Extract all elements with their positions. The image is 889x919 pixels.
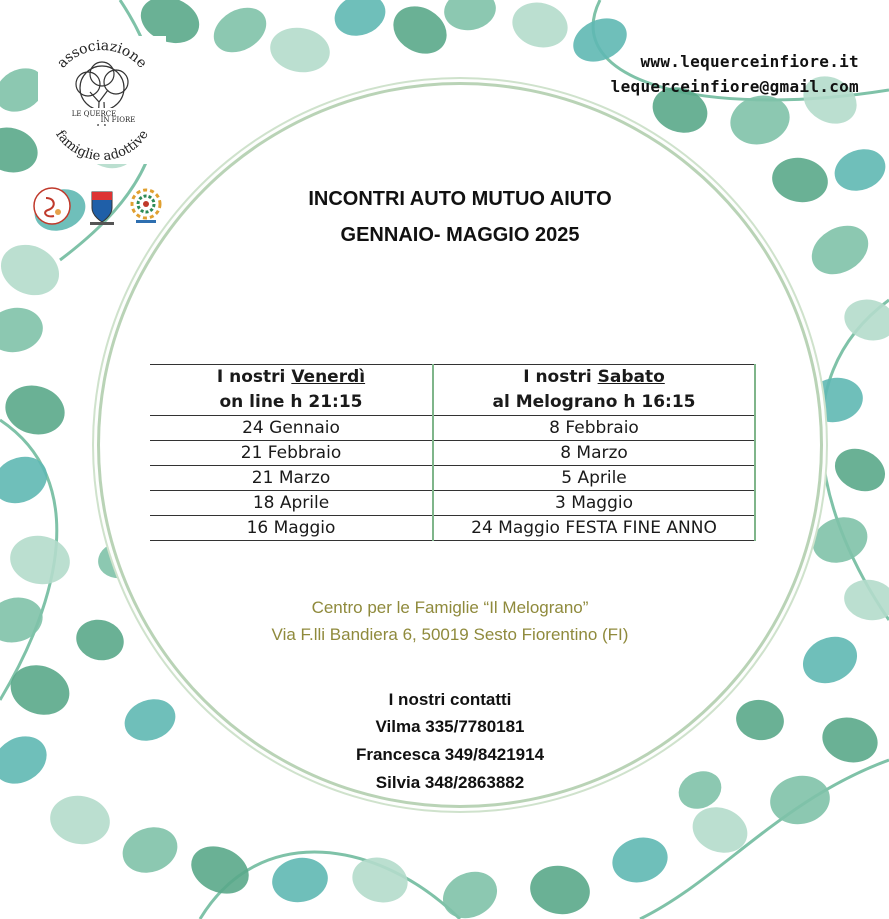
leaf-icon [72, 614, 129, 665]
leaf-icon [828, 441, 889, 499]
leaf-icon [0, 448, 55, 512]
leaf-icon [526, 861, 593, 919]
leaf-icon [0, 592, 48, 649]
friday-date: 21 Febbraio [150, 441, 433, 466]
leaf-icon [607, 832, 672, 889]
friday-date: 16 Maggio [150, 516, 433, 541]
comune-sesto-crest-icon [82, 186, 122, 226]
leaf-icon [435, 863, 504, 919]
contact-vilma[interactable]: Vilma 335/7780181 [375, 717, 525, 736]
logo-inner-left: LE QUERCE [71, 110, 117, 118]
leaf-icon [0, 303, 46, 356]
email-link[interactable]: lequerceinfiore@gmail.com [610, 77, 859, 96]
venue-name: Centro per le Famiglie “Il Melograno” [311, 598, 589, 617]
header-saturday-prefix: I nostri [523, 367, 598, 387]
website-link[interactable]: www.lequerceinfiore.it [640, 52, 859, 71]
leaf-icon [206, 0, 274, 61]
leaf-icon [841, 576, 889, 624]
leaf-icon [766, 771, 833, 829]
logo-text-top: associazione [54, 37, 150, 72]
oak-tree-logo-icon [38, 36, 166, 164]
page-title: INCONTRI AUTO MUTUO AIUTO [308, 188, 612, 210]
page-subtitle: GENNAIO- MAGGIO 2025 [340, 224, 580, 246]
leaf-icon [0, 727, 55, 793]
leaf-icon [347, 852, 412, 909]
table-row [150, 416, 755, 441]
leaf-icon [6, 531, 73, 589]
leaf-icon [441, 0, 499, 34]
caro-logo-icon [32, 186, 72, 226]
logo-inner-right: IN FIORE [100, 116, 136, 124]
leaf-icon [269, 853, 332, 906]
header-friday-day: Venerdì [291, 367, 366, 387]
leaf-icon [829, 142, 889, 197]
leaf-icon [803, 216, 877, 284]
leaf-icon [769, 153, 832, 206]
table-header-row [150, 365, 755, 416]
leaf-icon [0, 122, 43, 179]
leaf-icon [840, 294, 889, 346]
table-row [150, 466, 755, 491]
leaf-icon [119, 692, 182, 747]
saturday-date: 8 Febbraio [433, 416, 755, 441]
header-saturday-day: Sabato [597, 367, 665, 387]
saturday-date: 8 Marzo [433, 441, 755, 466]
contact-silvia[interactable]: Silvia 348/2863882 [375, 773, 525, 792]
friday-date: 21 Marzo [150, 466, 433, 491]
saturday-date: 24 Maggio FESTA FINE ANNO [433, 516, 755, 541]
leaf-icon [817, 712, 882, 769]
saturday-date: 5 Aprile [433, 466, 755, 491]
header-saturday-time: al Melograno h 16:15 [492, 392, 696, 412]
leaf-icon [686, 800, 754, 860]
venue-address: Via F.lli Bandiera 6, 50019 Sesto Fiorentino (FI) [271, 625, 629, 644]
leaf-icon [46, 791, 113, 849]
contacts-heading: I nostri contatti [388, 690, 512, 709]
leaf-icon [733, 696, 787, 744]
leaf-icon [0, 236, 67, 305]
saturday-date: 3 Maggio [433, 491, 755, 516]
friday-date: 24 Gennaio [150, 416, 433, 441]
table-row [150, 516, 755, 541]
leaf-icon [267, 23, 334, 77]
header-friday-prefix: I nostri [216, 367, 292, 387]
table-row [150, 491, 755, 516]
leaf-icon [806, 510, 874, 570]
leaf-icon [0, 379, 70, 441]
leaf-icon [329, 0, 392, 43]
contact-francesca[interactable]: Francesca 349/8421914 [355, 745, 545, 764]
header-saturday [433, 365, 755, 416]
logo-text-bottom: famiglie adottive [52, 127, 152, 164]
friday-date: 18 Aprile [150, 491, 433, 516]
svg-text:famiglie adottive [52, 127, 152, 164]
header-friday-time: on line h 21:15 [219, 392, 363, 412]
association-logo [38, 36, 166, 164]
leaf-stem [640, 760, 889, 919]
leaf-icon [507, 0, 572, 53]
table-row [150, 441, 755, 466]
leaf-icon [116, 820, 184, 880]
header-friday [150, 365, 433, 416]
leaf-icon [566, 10, 634, 70]
leaf-icon [184, 837, 257, 902]
rosario-famiglia-logo-icon [126, 186, 166, 226]
leaf-icon [4, 657, 77, 723]
schedule-table [150, 364, 756, 541]
leaf-icon [795, 628, 864, 692]
